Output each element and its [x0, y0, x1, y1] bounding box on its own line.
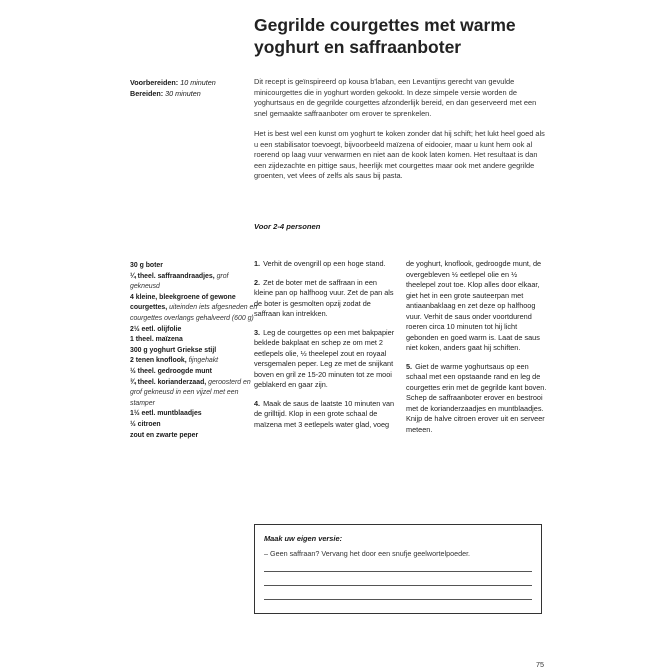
- ingredient-item: [130, 367, 258, 378]
- prep-label: Voorbereiden:: [130, 78, 179, 87]
- ingredient-note: geroosterd en grof gekneusd in een vijzel met een stamper: [130, 378, 251, 407]
- ingredient-name: ½ theel. gedroogde munt: [130, 367, 212, 375]
- ingredient-item: [130, 420, 258, 431]
- ingredient-name: ¼ theel. saffraandraadjes,: [130, 272, 215, 280]
- ingredient-note: fijngehakt: [188, 357, 219, 365]
- servings: Voor 2-4 personen: [254, 222, 321, 231]
- method-step: [254, 278, 396, 320]
- step-text: Verhit de ovengrill op een hoge stand.: [263, 259, 386, 268]
- step-text: Maak de saus de laatste 10 minuten van de grilltijd. Klop in een grote schaal de maïzena met 3 eetlepels water glad, voeg: [254, 398, 395, 429]
- ingredient-list: [130, 259, 261, 441]
- writing-line: [264, 571, 532, 572]
- ingredient-note: uiteinden iets afgesneden en courgettes overlangs gehalveerd (600 g): [130, 304, 258, 322]
- variation-text: – Geen saffraan? Vervang het door een snufje geelwortelpoeder.: [264, 549, 471, 558]
- ingredient-note: grof gekneusd: [130, 272, 229, 291]
- ingredient-name: 1 theel. maïzena: [130, 336, 183, 344]
- recipe-intro: [254, 77, 546, 192]
- method-step: [254, 399, 396, 431]
- variation-box: [254, 524, 542, 614]
- cook-value: 30 minuten: [165, 88, 201, 98]
- intro-paragraph: Dit recept is geïnspireerd op kousa b'laban, een Levantijns gerecht van gevulde minicourgettes die in yoghurt worden gekookt. In deze simpele versie worden de yoghurtsaus en de gegrilde courgettes afzonderlijk bereid, en dan geserveerd met een snel gemaakte saffraanboter om erover te sprenkelen.: [254, 77, 537, 118]
- method-column-1: [254, 259, 396, 438]
- step-number: 5.: [406, 361, 413, 371]
- ingredient-name: 1½ eetl. muntblaadjes: [130, 410, 202, 418]
- ingredient-name: ¾ theel. korianderzaad,: [130, 378, 207, 386]
- ingredient-name: 30 g boter: [130, 262, 163, 269]
- ingredient-name: 2 tenen knoflook,: [130, 357, 187, 365]
- writing-line: [264, 599, 532, 600]
- step-number: 2.: [254, 277, 261, 287]
- step-text: Giet de warme yoghurtsaus op een schaal met een opstaande rand en leg de courgettes erin met de gegrilde kant boven. Schep de saffraanboter erover en bestrooi met de korianderzaadjes en muntblaadjes. Knijp de halve citroen erover uit en serveer meteen.: [406, 361, 547, 434]
- step-number: 3.: [254, 327, 261, 337]
- step-number: 1.: [254, 259, 261, 268]
- prep-time: [130, 78, 250, 89]
- ingredient-item: [130, 335, 258, 346]
- ingredient-name: 2½ eetl. olijfolie: [130, 325, 182, 333]
- ingredient-item: [130, 293, 258, 325]
- cook-time: [130, 89, 250, 100]
- method-column-2: [406, 259, 548, 443]
- method-step: [406, 362, 548, 436]
- ingredient-item: [130, 259, 261, 272]
- cook-label: Bereiden:: [130, 88, 164, 98]
- ingredient-item: [130, 409, 258, 420]
- prep-value: 10 minuten: [180, 78, 216, 87]
- recipe-title: Gegrilde courgettes met warme yoghurt en saffraanboter: [254, 15, 516, 57]
- ingredient-item: [130, 431, 258, 442]
- ingredient-item: [130, 346, 258, 357]
- method-step: [254, 259, 396, 270]
- ingredient-item: [130, 356, 258, 367]
- step-text: Leg de courgettes op een met bakpapier beklede bakplaat en schep ze om met 2 eetlepels olie, ½ theelepel zout en royaal versgemalen peper. Leg ze met de snijkant boven en gril ze 15-20 minuten tot ze mooi geblakerd en gaar zijn.: [254, 327, 395, 389]
- step-text: Zet de boter met de saffraan in een kleine pan op halfhoog vuur. Zet de pan als de boter is gesmolten opzij zodat de saffraan kan intrekken.: [254, 277, 394, 318]
- variation-title: Maak uw eigen versie:: [264, 534, 343, 543]
- recipe-times: [130, 78, 250, 99]
- method-step-continued: [406, 259, 548, 354]
- ingredient-name: 4 kleine, bleekgroene of gewone courgettes,: [130, 293, 236, 312]
- writing-line: [264, 585, 532, 586]
- page-number: 75: [536, 660, 544, 669]
- ingredient-name: 300 g yoghurt Griekse stijl: [130, 346, 217, 354]
- ingredient-name: zout en zwarte peper: [130, 431, 199, 439]
- step-number: 4.: [254, 398, 261, 408]
- ingredient-name: ½ citroen: [130, 420, 161, 428]
- ingredient-item: [130, 272, 261, 293]
- method-step: [254, 328, 396, 391]
- ingredient-item: [130, 378, 261, 410]
- step-text: de yoghurt, knoflook, gedroogde munt, de overgebleven ½ eetlepel olie en ½ theelepel zout toe. Klop alles door elkaar, giet het in een grote sauteerpan met antiaanbaklaag en zet deze op halfhoog vuur. Verhit de saus onder voortdurend roeren circa 10 minuten tot hij licht gebonden en goed warm is. Laat de saus niet koken, anders gaat hij schiften.: [406, 259, 542, 352]
- intro-paragraph: Het is best wel een kunst om yoghurt te koken zonder dat hij schift; het lukt heel goed als u een stabilisator toevoegt, bijvoorbeeld maïzena of eidooier, maar u kunt hem ook al roerend op laag vuur verwarmen en niet aan de kook laten komen. Het resultaat is dan een zijdezachte en pittige saus, heerlijk met courgettes maar ook met andere gegrilde groenten, vet vlees of zelfs als saus bij pasta.: [254, 129, 545, 180]
- ingredient-item: [130, 325, 261, 337]
